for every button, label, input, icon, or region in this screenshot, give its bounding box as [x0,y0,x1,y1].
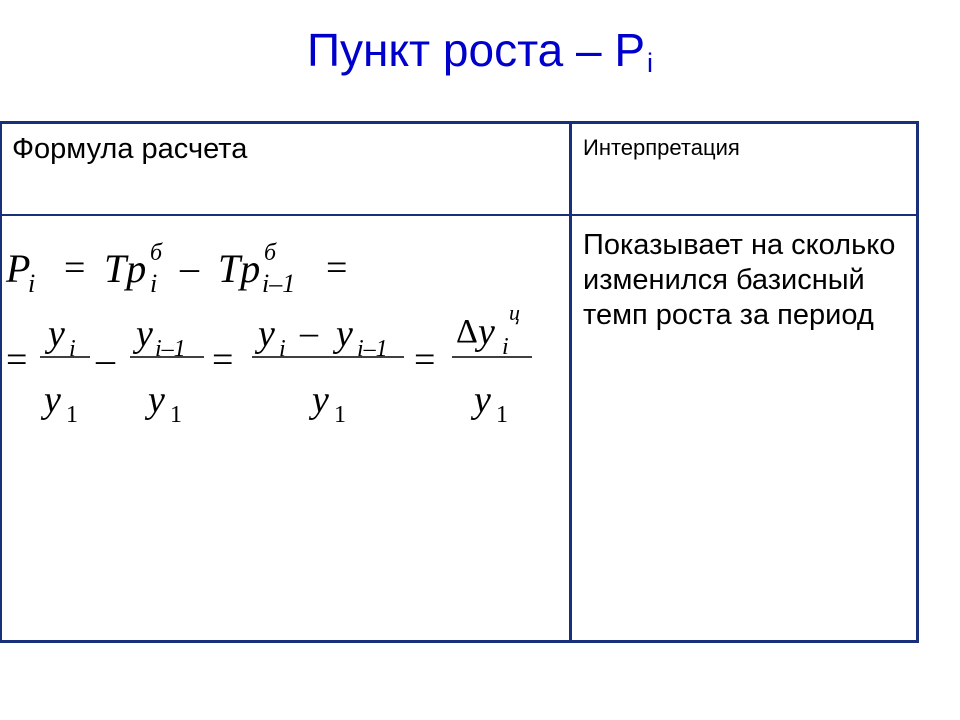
frac3-den-y: y [312,379,329,421]
formula-eq-1: = [64,247,86,289]
frac1-den-sub: 1 [66,402,78,428]
formula-eq-2: = [326,247,348,289]
frac4-num-sup: ц [509,300,520,325]
frac3-num-sub2: i–1 [357,336,388,362]
formula-tp-2-sub: i–1 [262,269,296,298]
table-border-bottom [0,640,919,643]
frac1-num-sub: i [69,336,76,362]
formula-tp-2: Tp [218,246,261,291]
formula-minus-1: – [180,247,199,289]
table-border-top [0,121,919,124]
interpretation-text: Показывает на сколько изменился базисный темп роста за период [583,229,896,331]
frac2-num-sub: i–1 [155,336,186,362]
frac3-num-y1: y [258,313,275,355]
frac2-num-y: y [136,313,153,355]
formula-minus-2: – [96,339,115,381]
table-border-right [916,121,919,643]
frac4-delta: Δ [456,313,478,350]
frac3-num-minus: – [300,312,318,352]
frac1-den-y: y [44,379,61,421]
title-subscript: i [647,48,654,78]
table-column-divider [569,121,572,643]
frac1-num-y: y [48,313,65,355]
frac3-num-sub1: i [279,336,286,362]
formula-eq-3: = [6,339,28,381]
formula-eq-5: = [414,339,436,381]
formula-tp-2-sup: б [264,240,277,266]
formula-tp-1-sup: б [150,240,163,266]
formula-P-sub: i [28,269,36,298]
frac4-den-y: y [474,379,491,421]
frac4-num-sub: i [502,334,509,360]
formula-P: P [6,246,31,291]
slide-title [0,22,960,91]
header-formula: Формула расчета [12,133,248,165]
frac2-den-y: y [148,379,165,421]
header-interpretation: Интерпретация [583,135,740,160]
formula-tp-1: Tp [104,246,147,291]
frac2-den-sub: 1 [170,402,182,428]
table-border-header-bottom [0,214,919,216]
formula-tp-1-sub: i [150,269,158,298]
frac4-den-sub: 1 [496,402,508,428]
title-text: Пункт роста – P [306,24,646,76]
frac3-num-y2: y [336,313,353,355]
frac3-den-sub: 1 [334,402,346,428]
frac4-num-y: y [478,311,495,353]
formula [0,220,566,440]
formula-eq-4: = [212,339,234,381]
